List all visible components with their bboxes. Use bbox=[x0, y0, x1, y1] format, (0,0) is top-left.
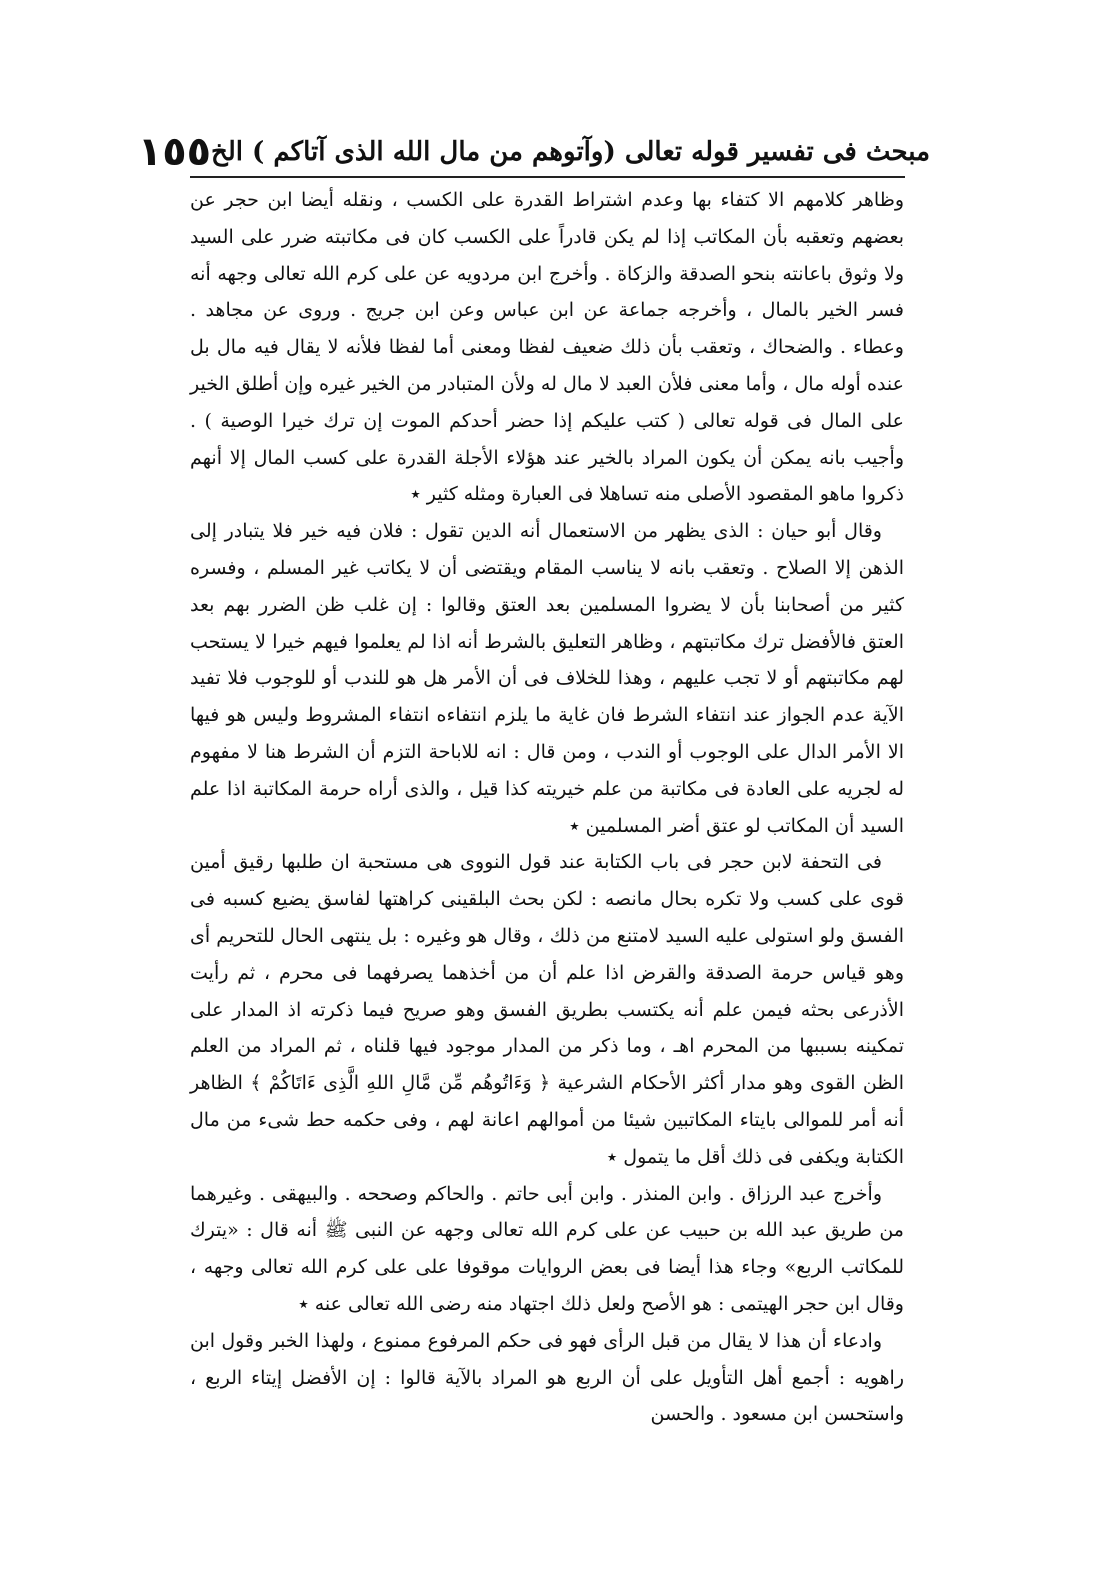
paragraph-2: وقال أبو حيان : الذى يظهر من الاستعمال أنه الدين تقول : فلان فيه خير فلا يتبادر إلى الذهن إلا الصلاح . وتعقب بانه لا يناسب المقام ويقتضى أن لا يكاتب غير المسلم ، وفسره كثير من أصحابنا بأن لا يضروا المسلمين بعد العتق وقالوا : إن غلب ظن الضرر بهم بعد العتق فالأفضل ترك مكاتبتهم ، وظاهر التعليق بالشرط أنه اذا لم يعلموا فيهم خيرا لا يستحب لهم مكاتبتهم أو لا تجب عليهم ، وهذا للخلاف فى أن الأمر هل هو للندب أو للوجوب فلا تفيد الآية عدم الجواز عند انتفاء الشرط فان غاية ما يلزم انتفاءه انتفاء المشروط وليس هو فيها الا الأمر الدال على الوجوب أو الندب ، ومن قال : انه للاباحة التزم أن الشرط هنا لا مفهوم له لجريه على العادة فى مكاتبة من علم خيريته كذا قيل ، والذى أراه حرمة المكاتبة اذا علم السيد أن المكاتب لو عتق أضر المسلمين ٭ bbox=[190, 520, 904, 837]
paragraph-1: وظاهر كلامهم الا كتفاء بها وعدم اشتراط القدرة على الكسب ، ونقله أيضا ابن حجر عن بعضهم وتعقبه بأن المكاتب إذا لم يكن قادراً على الكسب كان فى مكاتبته ضرر على السيد ولا وثوق باعانته بنحو الصدقة والزكاة . وأخرج ابن مردويه عن على كرم الله تعالى وجهه أنه فسر الخير بالمال ، وأخرجه جماعة عن ابن عباس وعن ابن جريج . وروى عن مجاهد . وعطاء . والضحاك ، وتعقب بأن ذلك ضعيف لفظا ومعنى أما لفظا فلأنه لا يقال فيه مال بل عنده أوله مال ، وأما معنى فلأن العبد لا مال له ولأن المتبادر من الخير غيره وإن أطلق الخير على المال فى قوله تعالى ( كتب عليكم إذا حضر أحدكم الموت إن ترك خيرا الوصية ) . وأجيب بانه يمكن أن يكون المراد بالخير عند هؤلاء الأجلة القدرة على كسب المال إلا أنهم ذكروا ماهو المقصود الأصلى منه تساهلا فى العبارة ومثله كثير ٭ bbox=[190, 189, 904, 506]
page-number: ١٥٥ bbox=[137, 129, 212, 175]
paragraph-3: فى التحفة لابن حجر فى باب الكتابة عند قول النووى هى مستحبة ان طلبها رقيق أمين قوى على كسب ولا تكره بحال مانصه : لكن بحث البلقينى كراهتها لفاسق يضيع كسبه فى الفسق ولو استولى عليه السيد لامتنع من ذلك ، وقال هو وغيره : بل ينتهى الحال للتحريم أى وهو قياس حرمة الصدقة والقرض اذا علم أن من أخذهما يصرفهما فى محرم ، ثم رأيت الأذرعى بحثه فيمن علم أنه يكتسب بطريق الفسق وهو صريح فيما ذكرته اذ المدار على تمكينه بسببها من المحرم اهـ ، وما ذكر من المدار موجود فيها قلناه ، ثم المراد من العلم الظن القوى وهو مدار أكثر الأحكام الشرعية ﴿ وَءَاتُوهُم مِّن مَّالِ اللهِ الَّذِى ءَاتَاكُمْ ﴾ الظاهر أنه أمر للموالى بايتاء المكاتبين شيئا من أموالهم اعانة لهم ، وفى حكمه حط شىء من مال الكتابة ويكفى فى ذلك أقل ما يتمول ٭ bbox=[190, 851, 905, 1168]
paragraph-4: وأخرج عبد الرزاق . وابن المنذر . وابن أبى حاتم . والحاكم وصححه . والبيهقى . وغيرهما من طريق عبد الله بن حبيب عن على كرم الله تعالى وجهه عن النبى ﷺ أنه قال : «يترك للمكاتب الربع» وجاء هذا أيضا فى بعض الروايات موقوفا على على كرم الله تعالى وجهه ، وقال ابن حجر الهيتمى : هو الأصح ولعل ذلك اجتهاد منه رضى الله تعالى عنه ٭ bbox=[190, 1182, 904, 1315]
page-body bbox=[190, 182, 904, 1433]
paragraph-5: وادعاء أن هذا لا يقال من قبل الرأى فهو فى حكم المرفوع ممنوع ، ولهذا الخبر وقول ابن راهويه : أجمع أهل التأويل على أن الربع هو المراد بالآية قالوا : إن الأفضل إيتاء الربع ، واستحسن ابن مسعود . والحسن bbox=[190, 1329, 904, 1426]
header-title: مبحث فى تفسير قوله تعالى (وآتوهم من مال الله الذى آتاكم ) الخ bbox=[211, 137, 930, 167]
page-header bbox=[137, 126, 930, 178]
header-rule bbox=[190, 176, 905, 178]
